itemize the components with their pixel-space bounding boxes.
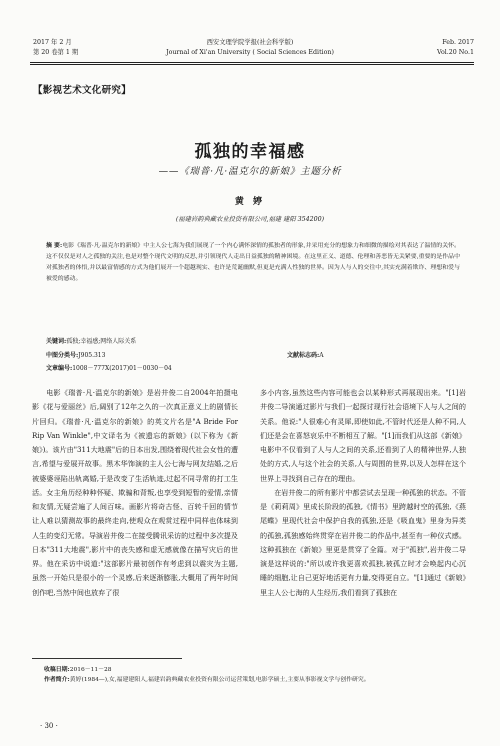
author-affiliation: (福建岩韵典藏农业投资有限公司,福建 建阳 354200): [175, 216, 325, 223]
body-paragraph: 在岩井俊二的所有影片中都尝试去呈现一种孤独的状态。不管是《莉莉周》里成长阶段的孤独,《情书》里跨越时空的孤独,《燕尾蝶》里现代社会中保护自我的孤独,还是《吸血鬼》里身为异类的孤独,孤独感始终贯穿在岩井俊二的作品中,甚至有一种仪式感。这种孤独在《新娘》里更是贯穿了全篇。对于"孤独",岩井俊二导演是这样说的:"所以或许我更喜欢孤独,被孤立时才会唤起内心沉睡的细胞,让自己更好地活更有力量,变得更自立。"[1]通过《新娘》里主人公七海的人生经历,我们看到了孤独在: [260, 487, 466, 597]
keywords: [46, 336, 136, 345]
article-id: [46, 363, 172, 372]
received-value: 2016－11－28: [69, 667, 112, 673]
author-bio: [44, 675, 464, 685]
abstract: [46, 240, 460, 285]
journal-name-cn: 西安文理学院学报(社会科学版): [206, 39, 294, 46]
bio-text: 黄婷(1984—),女,福建建阳人,福建岩韵典藏农业投资有限公司运营策划,电影学硕士,主要从事影视文学与创作研究。: [69, 677, 370, 683]
header-date: 2017 年 2 月: [33, 39, 72, 46]
header-volume: 第 20 卷第 1 期: [33, 49, 79, 56]
body-paragraph: 多小内容,虽然这些内容可能也会以某种形式再展现出来。"[1]岩井俊二导演通过影片与我们一起探讨现行社会语境下人与人之间的关系。他说:"人很难心有灵犀,即使如此,不管时代还是人种不同,人们还是会在喜怒哀乐中不断相互了解。"[1]而我们从这部《新娘》电影中不仅看到了人与人之间的关系,还看到了人的精神世界,人独处的方式,人与这个社会的关系,人与周围的世界,以及人怎样在这个世界上寻找到自己存在的理由。: [260, 388, 466, 483]
article-subtitle: ——《瑞普·凡·温克尔的新娘》主题分析: [158, 166, 342, 177]
header-date-en: Feb. 2017: [442, 39, 474, 46]
footnote: [44, 665, 464, 685]
document-code: [287, 350, 324, 359]
running-header-left: [33, 38, 78, 58]
received-label: 收稿日期:: [44, 666, 70, 673]
author-name: 黄 婷: [234, 197, 266, 207]
bio-label: 作者简介:: [44, 676, 70, 683]
body-paragraph: 电影《瑞普·凡·温克尔的新娘》是岩井俊二自2004年拍摄电影《花与爱丽丝》后,阔别了12年之久的一次真正意义上的剧情长片回归。《瑞普·凡·温克尔的新娘》的英文片名是"A Bride For Rip Van Winkle",中文译名为《被遗忘的新娘》(以下称为《新娘》)。该片由"311大地震"后的日本出发,围绕着现代社会女性的遭言,希望与爱展开故事。黑木华饰演的主人公七海与网友结婚,之后被婆婆诬陷出轨离婚,于是改变了生活轨迹,过起不同寻常的打工生活。女主角历经种种怀疑、欺骗和背叛,也享受到短暂的爱情,亲情和友情,无疑尝遍了人间百味。画影片将奇古怪、百转千回的情节让人难以猜测故事的最终走向,使观众在观赏过程中同样也体味到人生的变幻无常。导演岩井俊二在接受腾讯采访的过程中多次提及日本"311大地震",影片中的丧失感和虚无感就像在描写灾后的世界。他在采访中说道:"这部影片最初创作有考虑到以震灾为主题,虽然一开始只是很小的一个灵感,后来逐渐膨胀,大概用了两年时间创作吧,当然中间也放弃了很: [32, 388, 238, 597]
received-date: [44, 665, 464, 675]
footnote-rule: [32, 658, 182, 659]
header-rule-thin: [30, 64, 474, 65]
clc-value: J905.313: [78, 352, 106, 359]
articleid-label: 文章编号:: [46, 365, 73, 372]
abstract-text: 电影《瑞普·凡·温克尔的新娘》中主人公七海为我们展现了一个内心满怀深情的孤独者的形象,并采用充分的想象力和细微的描绘对其表达了温情的关怀。这不仅仅是对人之孤独的关注,也是对整个现代文明的反思,并引领现代人走出日益孤独的精神困境。在这里正义、道德、伦理和善恶皆无关紧要,重要的是作品中对孤独者的体悟,并以最富情感的方式为他们展开一个超越现实、也许是荒诞幽默,但更是充满人性独的世界。因为人与人的交往中,其实充满着欺诈、理想和爱与被爱的感动。: [46, 243, 460, 282]
clc-number: [46, 350, 105, 359]
keywords-label: 关键词:: [46, 338, 67, 345]
page-number: · 30 ·: [40, 722, 58, 730]
running-header-center: [130, 38, 370, 58]
article-title: 孤独的幸福感: [194, 142, 306, 162]
body-column-left: [32, 386, 238, 600]
header-volume-en: Vol.20 No.1: [437, 49, 474, 56]
keywords-text: 孤独;幸福感;网络人际关系: [66, 338, 137, 345]
running-header-right: [437, 38, 474, 58]
abstract-label: 摘 要:: [46, 242, 63, 249]
doccode-label: 文献标志码:: [287, 352, 320, 359]
body-column-right: [260, 386, 466, 600]
clc-label: 中图分类号:: [46, 352, 79, 359]
articleid-value: 1008－777X(2017)01－0030－04: [72, 365, 172, 372]
doccode-value: A: [319, 352, 324, 359]
header-rule: [30, 62, 474, 63]
journal-name-en: Journal of Xi'an University ( Social Sciences Edition): [166, 49, 334, 56]
column-tag: 【影视艺术文化研究】: [33, 85, 132, 96]
